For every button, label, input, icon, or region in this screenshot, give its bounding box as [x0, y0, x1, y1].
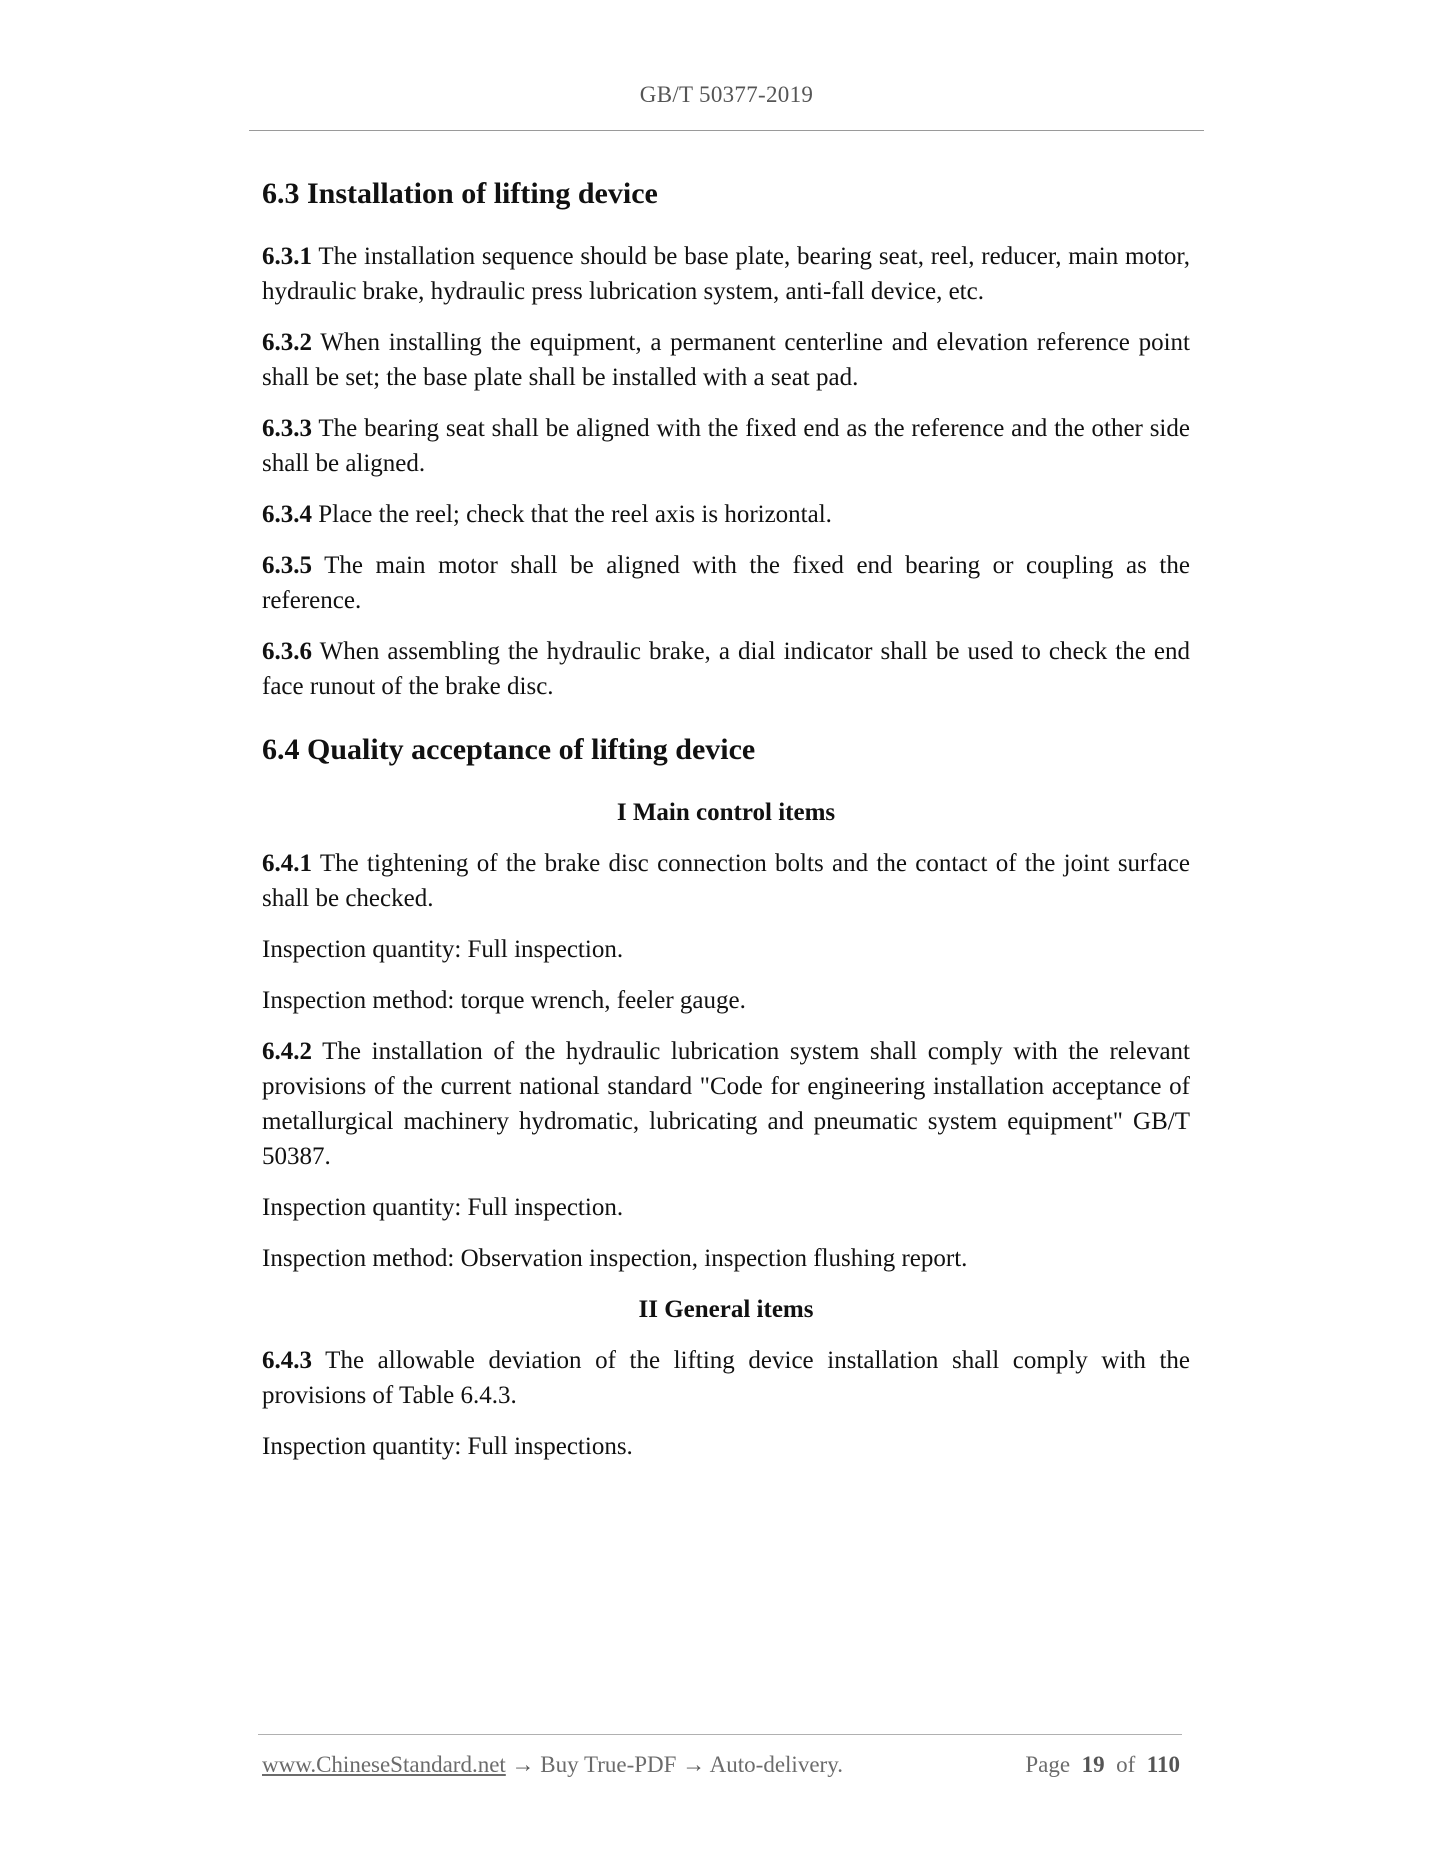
footer-divider [258, 1734, 1182, 1735]
inspection-quantity: Inspection quantity: Full inspection. [262, 936, 624, 963]
clause-6-3-5 [262, 548, 1190, 618]
clause-number: 6.3.5 [262, 552, 312, 579]
clause-number: 6.4.1 [262, 850, 312, 877]
total-pages: 110 [1146, 1752, 1180, 1777]
section-heading-6-4: 6.4 Quality acceptance of lifting device [262, 733, 756, 766]
of-label: of [1116, 1752, 1136, 1777]
clause-text: The main motor shall be aligned with the fixed end bearing or coupling as the reference. [262, 552, 1190, 614]
clause-6-4-2 [262, 1034, 1190, 1174]
arrow-right-icon: → [511, 1752, 535, 1777]
inspection-quantity: Inspection quantity: Full inspections. [262, 1433, 633, 1460]
clause-6-3-4 [262, 497, 1190, 532]
clause-text: The installation of the hydraulic lubrication system shall comply with the relevant provisions of the current national standard "Code for engineering installation acceptance of metallurgical machinery hydromatic, lubricating and pneumatic system equipment" GB/T 50387. [262, 1038, 1190, 1170]
inspection-method: Inspection method: Observation inspection, inspection flushing report. [262, 1245, 968, 1272]
page-label: Page [1025, 1752, 1071, 1777]
section-heading-6-3: 6.3 Installation of lifting device [262, 177, 658, 210]
clause-number: 6.4.2 [262, 1038, 312, 1065]
subheading-general-items: II General items [638, 1296, 814, 1323]
clause-text: Place the reel; check that the reel axis is horizontal. [318, 501, 832, 528]
clause-6-4-1 [262, 846, 1190, 916]
clause-number: 6.3.3 [262, 415, 312, 442]
clause-text: The installation sequence should be base plate, bearing seat, reel, reducer, main motor, hydraulic brake, hydraulic press lubrication system, anti-fall device, etc. [262, 243, 1190, 305]
clause-number: 6.4.3 [262, 1347, 312, 1374]
arrow-right-icon: → [682, 1752, 706, 1777]
clause-text: The tightening of the brake disc connection bolts and the contact of the joint surface shall be checked. [262, 850, 1190, 912]
auto-delivery-text: Auto-delivery. [709, 1752, 843, 1777]
clause-text: When installing the equipment, a permanent centerline and elevation reference point shall be set; the base plate shall be installed with a seat pad. [262, 329, 1190, 391]
clause-6-3-3 [262, 411, 1190, 481]
current-page: 19 [1081, 1752, 1105, 1777]
website-link[interactable]: www.ChineseStandard.net [262, 1752, 506, 1777]
page-number [1025, 1752, 1180, 1778]
clause-text: The bearing seat shall be aligned with the fixed end as the reference and the other side shall be aligned. [262, 415, 1190, 477]
clause-number: 6.3.2 [262, 329, 312, 356]
clause-text: When assembling the hydraulic brake, a dial indicator shall be used to check the end face runout of the brake disc. [262, 638, 1190, 700]
clause-6-3-6 [262, 634, 1190, 704]
clause-number: 6.3.4 [262, 501, 312, 528]
clause-text: The allowable deviation of the lifting device installation shall comply with the provisions of Table 6.4.3. [262, 1347, 1190, 1409]
clause-6-3-2 [262, 325, 1190, 395]
page-content [262, 174, 1190, 1464]
clause-6-4-3 [262, 1343, 1190, 1413]
clause-number: 6.3.1 [262, 243, 312, 270]
subheading-main-control: I Main control items [616, 799, 836, 826]
buy-pdf-text: Buy True-PDF [540, 1752, 677, 1777]
inspection-quantity: Inspection quantity: Full inspection. [262, 1194, 624, 1221]
header-divider [249, 130, 1204, 131]
inspection-method: Inspection method: torque wrench, feeler gauge. [262, 987, 746, 1014]
clause-number: 6.3.6 [262, 638, 312, 665]
clause-6-3-1 [262, 239, 1190, 309]
document-header: GB/T 50377-2019 [639, 82, 814, 107]
footer-links [262, 1752, 843, 1778]
